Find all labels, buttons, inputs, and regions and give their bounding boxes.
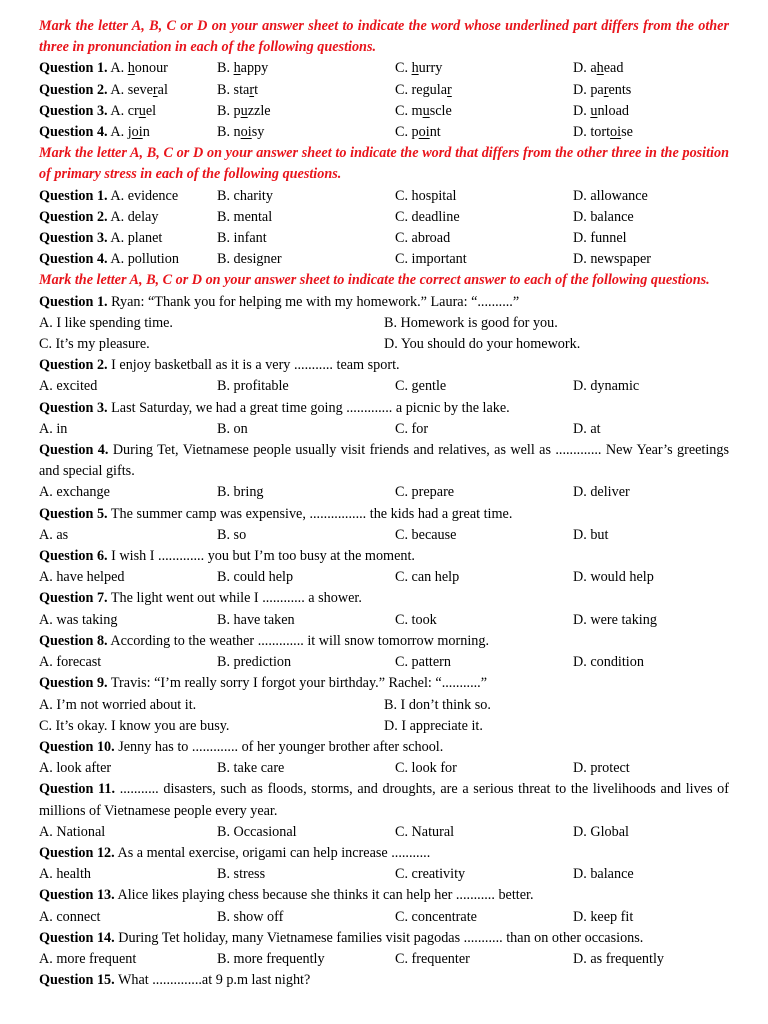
option-cell bbox=[39, 228, 217, 249]
option-row bbox=[39, 482, 729, 503]
option-text bbox=[573, 60, 623, 76]
question-label: Question 3. bbox=[39, 102, 108, 119]
option-cell bbox=[217, 186, 395, 207]
answer-option: B. more frequently bbox=[217, 950, 325, 967]
question-label: Question 2. bbox=[39, 81, 108, 98]
option-cell bbox=[39, 186, 217, 207]
answer-option: B. could help bbox=[217, 569, 294, 586]
option-row bbox=[39, 567, 729, 588]
option-suffix: el bbox=[145, 102, 157, 119]
question-stem bbox=[39, 779, 729, 821]
question-text: Ryan: “Thank you for helping me with my homework.” Laura: “..........” bbox=[111, 293, 520, 310]
option-text: A. delay bbox=[110, 208, 159, 225]
option-text: B. designer bbox=[217, 251, 282, 268]
answer-option: B. profitable bbox=[217, 378, 289, 395]
answer-option: B. Occasional bbox=[217, 823, 297, 840]
answer-option: D. as frequently bbox=[573, 950, 665, 967]
question-stem bbox=[39, 843, 729, 864]
option-suffix: zzle bbox=[247, 102, 271, 119]
question-stem bbox=[39, 928, 729, 949]
underlined-letters: r bbox=[249, 81, 255, 98]
option-cell bbox=[395, 58, 573, 79]
answer-option: A. have helped bbox=[39, 569, 125, 586]
question-label: Question 1. bbox=[39, 293, 108, 310]
question-text: Travis: “I’m really sorry I forgot your birthday.” Rachel: “...........” bbox=[110, 675, 488, 692]
answer-option: A. I’m not worried about it. bbox=[39, 696, 197, 713]
question-stem bbox=[39, 588, 729, 609]
question-label: Question 4. bbox=[39, 251, 108, 268]
option-suffix: ents bbox=[608, 81, 632, 98]
answer-option: A. as bbox=[39, 526, 69, 543]
option-text: C. deadline bbox=[395, 208, 460, 225]
answer-option: B. prediction bbox=[217, 654, 292, 671]
option-row bbox=[39, 758, 729, 779]
answer-option: D. keep fit bbox=[573, 908, 634, 925]
answer-option: C. can help bbox=[395, 569, 460, 586]
option-cell bbox=[573, 58, 623, 79]
question-text: Jenny has to ............. of her younger brother after school. bbox=[118, 738, 444, 755]
option-row bbox=[39, 610, 729, 631]
question-text: During Tet holiday, many Vietnamese families visit pagodas ........... than on other occasions. bbox=[118, 929, 644, 946]
option-text bbox=[395, 124, 441, 140]
option-prefix: C. p bbox=[395, 124, 419, 141]
option-prefix: C. m bbox=[395, 102, 423, 119]
question-row bbox=[39, 58, 729, 79]
answer-option: C. frequenter bbox=[395, 950, 470, 967]
option-suffix: t bbox=[254, 81, 259, 98]
question-row bbox=[39, 207, 729, 228]
option-row bbox=[39, 419, 729, 440]
question-label: Question 1. bbox=[39, 187, 108, 204]
option-prefix: D. a bbox=[573, 60, 597, 77]
question-label: Question 3. bbox=[39, 399, 108, 416]
option-text: A. pollution bbox=[110, 251, 179, 268]
question-text: As a mental exercise, origami can help increase ........... bbox=[117, 844, 431, 861]
option-text bbox=[110, 124, 149, 140]
option-cell bbox=[395, 207, 573, 228]
answer-option: A. more frequent bbox=[39, 950, 137, 967]
question-label: Question 8. bbox=[39, 632, 108, 649]
option-text: B. charity bbox=[217, 187, 273, 204]
option-text: D. funnel bbox=[573, 230, 627, 247]
underlined-letters: h bbox=[127, 60, 135, 77]
question-stem bbox=[39, 631, 729, 652]
question-label: Question 14. bbox=[39, 929, 115, 946]
answer-option: A. connect bbox=[39, 908, 101, 925]
option-cell bbox=[395, 101, 573, 122]
answer-option: D. I appreciate it. bbox=[384, 717, 483, 734]
option-text bbox=[110, 60, 168, 76]
answer-option: B. on bbox=[217, 420, 248, 437]
question-row bbox=[39, 186, 729, 207]
question-row bbox=[39, 122, 729, 143]
underlined-letters: oi bbox=[610, 124, 622, 141]
option-cell bbox=[39, 101, 217, 122]
option-cell bbox=[217, 249, 395, 270]
option-cell bbox=[573, 207, 634, 228]
underlined-letters: u bbox=[422, 102, 430, 119]
question-stem bbox=[39, 737, 729, 758]
option-text bbox=[217, 60, 268, 76]
answer-option: B. have taken bbox=[217, 611, 295, 628]
answer-option: B. so bbox=[217, 526, 247, 543]
question-stem bbox=[39, 546, 729, 567]
answer-option: C. It’s my pleasure. bbox=[39, 336, 150, 353]
answer-option: A. look after bbox=[39, 760, 112, 777]
option-suffix: urry bbox=[418, 60, 443, 77]
underlined-letters: u bbox=[590, 102, 598, 119]
answer-option: D. but bbox=[573, 526, 609, 543]
option-cell bbox=[39, 122, 217, 143]
option-prefix: A. j bbox=[110, 124, 132, 141]
answer-option: D. condition bbox=[573, 654, 644, 671]
answer-option: B. bring bbox=[217, 484, 264, 501]
option-row bbox=[39, 376, 729, 397]
underlined-letters: h bbox=[233, 60, 241, 77]
option-cell bbox=[573, 122, 633, 143]
worksheet bbox=[39, 16, 729, 991]
option-prefix: A. bbox=[110, 60, 128, 77]
question-text: Alice likes playing chess because she thinks it can help her ........... better. bbox=[117, 887, 534, 904]
option-cell bbox=[217, 101, 395, 122]
option-text: B. mental bbox=[217, 208, 273, 225]
question-label: Question 2. bbox=[39, 208, 108, 225]
option-suffix: se bbox=[621, 124, 633, 141]
question-label: Question 7. bbox=[39, 590, 108, 607]
option-text: A. evidence bbox=[110, 187, 179, 204]
option-cell bbox=[217, 122, 395, 143]
answer-option: D. dynamic bbox=[573, 378, 640, 395]
question-stem bbox=[39, 355, 729, 376]
question-label: Question 13. bbox=[39, 887, 115, 904]
answer-option: D. Global bbox=[573, 823, 629, 840]
answer-option: C. took bbox=[395, 611, 437, 628]
underlined-letters: oi bbox=[240, 124, 252, 141]
option-prefix: B. p bbox=[217, 102, 241, 119]
option-cell bbox=[39, 80, 217, 101]
underlined-letters: r bbox=[152, 81, 158, 98]
question-label: Question 4. bbox=[39, 124, 108, 141]
option-row bbox=[39, 695, 729, 716]
answer-option: A. exchange bbox=[39, 484, 110, 501]
question-stem bbox=[39, 673, 729, 694]
option-prefix: B. sta bbox=[217, 81, 250, 98]
option-prefix: B. n bbox=[217, 124, 241, 141]
underlined-letters: u bbox=[138, 102, 146, 119]
option-suffix: nload bbox=[597, 102, 629, 119]
answer-option: A. was taking bbox=[39, 611, 118, 628]
option-prefix: D. tort bbox=[573, 124, 611, 141]
option-prefix: A. cr bbox=[110, 102, 139, 119]
option-text bbox=[217, 82, 258, 98]
option-cell bbox=[39, 207, 217, 228]
answer-option: C. It’s okay. I know you are busy. bbox=[39, 717, 230, 734]
option-suffix: scle bbox=[429, 102, 452, 119]
answer-option: C. prepare bbox=[395, 484, 455, 501]
answer-option: A. forecast bbox=[39, 654, 102, 671]
option-text bbox=[110, 82, 168, 98]
answer-option: C. look for bbox=[395, 760, 457, 777]
underlined-letters: oi bbox=[418, 124, 430, 141]
option-cell bbox=[217, 58, 395, 79]
underlined-letters: u bbox=[240, 102, 248, 119]
section-instruction: Mark the letter A, B, C or D on your answer sheet to indicate the word whose underlined part differs from the other three in pronunciation in each of the following questions. bbox=[39, 18, 729, 56]
answer-option: D. protect bbox=[573, 760, 630, 777]
option-prefix: B. bbox=[217, 60, 234, 77]
option-row bbox=[39, 822, 729, 843]
answer-option: A. excited bbox=[39, 378, 98, 395]
underlined-letters: oi bbox=[131, 124, 143, 141]
question-stem bbox=[39, 292, 729, 313]
option-text: C. hospital bbox=[395, 187, 457, 204]
answer-option: C. concentrate bbox=[395, 908, 477, 925]
option-row bbox=[39, 525, 729, 546]
option-row bbox=[39, 907, 729, 928]
option-text bbox=[110, 103, 156, 119]
question-text: I wish I ............. you but I’m too busy at the moment. bbox=[111, 548, 415, 565]
option-text bbox=[395, 60, 442, 76]
option-cell bbox=[573, 228, 627, 249]
answer-option: D. deliver bbox=[573, 484, 630, 501]
answer-option: C. gentle bbox=[395, 378, 447, 395]
option-text bbox=[573, 82, 631, 98]
question-label: Question 2. bbox=[39, 357, 108, 374]
answer-option: A. National bbox=[39, 823, 106, 840]
underlined-letters: r bbox=[603, 81, 609, 98]
option-cell bbox=[573, 101, 629, 122]
option-text: A. planet bbox=[110, 230, 163, 247]
answer-option: D. at bbox=[573, 420, 601, 437]
question-row bbox=[39, 101, 729, 122]
option-text bbox=[395, 103, 452, 119]
option-row bbox=[39, 313, 729, 334]
option-text: B. infant bbox=[217, 230, 267, 247]
question-stem bbox=[39, 504, 729, 525]
question-label: Question 6. bbox=[39, 548, 108, 565]
question-label: Question 15. bbox=[39, 972, 115, 989]
option-suffix: nt bbox=[429, 124, 441, 141]
option-text bbox=[217, 103, 271, 119]
question-label: Question 3. bbox=[39, 230, 108, 247]
question-stem bbox=[39, 398, 729, 419]
question-text: ........... disasters, such as floods, storms, and droughts, are a serious threat to the livelihoods and lives of millions of Vietnamese people every year. bbox=[39, 781, 729, 819]
answer-option: A. health bbox=[39, 866, 92, 883]
option-row bbox=[39, 652, 729, 673]
option-cell bbox=[395, 228, 573, 249]
answer-option: C. Natural bbox=[395, 823, 455, 840]
question-label: Question 9. bbox=[39, 675, 108, 692]
option-row bbox=[39, 949, 729, 970]
underlined-letters: h bbox=[596, 60, 604, 77]
option-cell bbox=[39, 249, 217, 270]
option-cell bbox=[217, 207, 395, 228]
option-suffix: appy bbox=[240, 60, 269, 77]
option-text bbox=[573, 124, 633, 140]
section-instruction: Mark the letter A, B, C or D on your answer sheet to indicate the correct answer to each of the following questions. bbox=[39, 272, 710, 289]
answer-option: C. pattern bbox=[395, 654, 451, 671]
option-cell bbox=[395, 249, 573, 270]
answer-option: D. You should do your homework. bbox=[384, 336, 581, 353]
option-text: C. abroad bbox=[395, 230, 451, 247]
answer-option: C. creativity bbox=[395, 866, 466, 883]
underlined-letters: h bbox=[411, 60, 419, 77]
option-text: D. balance bbox=[573, 208, 634, 225]
option-prefix: A. seve bbox=[110, 81, 153, 98]
option-text bbox=[573, 103, 629, 119]
answer-option: B. take care bbox=[217, 760, 285, 777]
option-suffix: al bbox=[157, 81, 168, 98]
option-cell bbox=[395, 186, 573, 207]
option-suffix: ead bbox=[603, 60, 624, 77]
option-prefix: D. pa bbox=[573, 81, 604, 98]
question-text: Last Saturday, we had a great time going ............. a picnic by the lake. bbox=[111, 399, 510, 416]
section-instruction: Mark the letter A, B, C or D on your answer sheet to indicate the word that differs from the other three in the position of primary stress in each of the following questions. bbox=[39, 145, 729, 183]
answer-option: B. Homework is good for you. bbox=[384, 314, 558, 331]
answer-option: C. for bbox=[395, 420, 429, 437]
option-row bbox=[39, 334, 729, 355]
question-text: The light went out while I ............ a shower. bbox=[110, 590, 362, 607]
question-text: What ..............at 9 p.m last night? bbox=[117, 972, 311, 989]
option-cell bbox=[39, 58, 217, 79]
option-text: C. important bbox=[395, 251, 467, 268]
option-text bbox=[217, 124, 264, 140]
option-cell bbox=[395, 80, 573, 101]
answer-option: D. balance bbox=[573, 866, 634, 883]
option-text: D. newspaper bbox=[573, 251, 652, 268]
question-stem bbox=[39, 440, 729, 482]
option-cell bbox=[217, 80, 395, 101]
option-prefix: C. regula bbox=[395, 81, 448, 98]
question-text: According to the weather ............. it will snow tomorrow morning. bbox=[110, 632, 490, 649]
option-row bbox=[39, 864, 729, 885]
option-row bbox=[39, 716, 729, 737]
option-cell bbox=[217, 228, 395, 249]
option-text bbox=[395, 82, 452, 98]
question-text: The summer camp was expensive, ................ the kids had a great time. bbox=[110, 505, 513, 522]
option-prefix: C. bbox=[395, 60, 412, 77]
option-cell bbox=[573, 80, 631, 101]
question-label: Question 11. bbox=[39, 781, 116, 798]
question-text: I enjoy basketball as it is a very ........... team sport. bbox=[111, 357, 400, 374]
underlined-letters: r bbox=[447, 81, 452, 98]
option-prefix: D. bbox=[573, 102, 591, 119]
answer-option: B. stress bbox=[217, 866, 266, 883]
question-text: During Tet, Vietnamese people usually visit friends and relatives, as well as ............. New Year’s greetings and special gifts. bbox=[39, 442, 730, 480]
question-stem bbox=[39, 885, 729, 906]
answer-option: A. in bbox=[39, 420, 68, 437]
answer-option: C. because bbox=[395, 526, 457, 543]
answer-option: B. I don’t think so. bbox=[384, 696, 491, 713]
option-cell bbox=[573, 249, 651, 270]
answer-option: D. would help bbox=[573, 569, 654, 586]
question-label: Question 12. bbox=[39, 844, 115, 861]
option-cell bbox=[395, 122, 573, 143]
question-row bbox=[39, 249, 729, 270]
option-text: D. allowance bbox=[573, 187, 648, 204]
answer-option: D. were taking bbox=[573, 611, 657, 628]
answer-option: A. I like spending time. bbox=[39, 314, 173, 331]
question-label: Question 10. bbox=[39, 738, 115, 755]
option-cell bbox=[573, 186, 648, 207]
question-row bbox=[39, 80, 729, 101]
question-stem bbox=[39, 970, 729, 991]
question-label: Question 1. bbox=[39, 60, 108, 77]
question-label: Question 5. bbox=[39, 505, 108, 522]
option-suffix: n bbox=[142, 124, 150, 141]
answer-option: B. show off bbox=[217, 908, 284, 925]
question-row bbox=[39, 228, 729, 249]
option-suffix: onour bbox=[134, 60, 168, 77]
question-label: Question 4. bbox=[39, 442, 109, 459]
option-suffix: sy bbox=[251, 124, 265, 141]
